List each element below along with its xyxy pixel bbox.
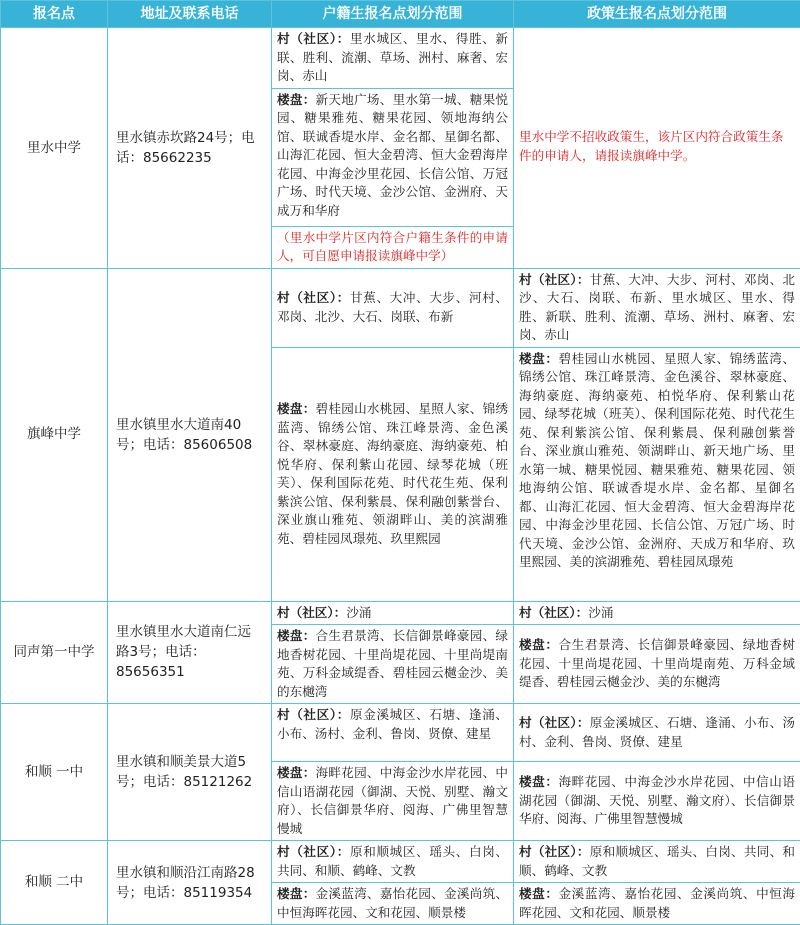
village-list: 原金溪城区、石塘、逢涌、小布、汤村、金利、鲁岗、贤僚、建星 — [277, 707, 508, 741]
table-row — [1, 268, 800, 347]
school-address: 里水镇和顺沿江南路28号；电话：85119354 — [108, 841, 272, 925]
village-list: 甘蕉、大冲、大步、河村、邓岗、北沙、大石、岗联、布新、里水城区、里水、得胜、新联、胜利、流潮、草场、洲村、麻奢、宏岗、赤山 — [519, 272, 795, 343]
estate-label: 楼盘： — [277, 92, 316, 107]
huji-note: （里水中学片区内符合户籍生条件的申请人，可自愿申请报读旗峰中学） — [277, 230, 508, 264]
school-name: 和顺 一中 — [1, 704, 108, 841]
estate-list: 海畔花园、中海金沙水岸花园、中信山语湖花园（御湖、天悦、别墅、瀚文府）、长信御景华府、阅海、广佛里智慧慢城 — [277, 765, 508, 836]
huji-estate-cell — [272, 625, 514, 704]
huji-village-cell — [272, 704, 514, 762]
huji-estate-cell — [272, 88, 514, 226]
header-policy-range: 政策生报名点划分范围 — [514, 1, 800, 28]
huji-village-cell — [272, 841, 514, 883]
estate-label: 楼盘： — [277, 765, 316, 780]
village-label: 村（社区）： — [519, 272, 590, 287]
policy-estate-cell — [514, 883, 800, 925]
huji-estate-cell — [272, 347, 514, 601]
village-label: 村（社区）： — [277, 31, 350, 46]
school-address: 里水镇和顺美景大道5号；电话：85121262 — [108, 704, 272, 841]
policy-estate-cell — [514, 762, 800, 841]
huji-village-cell — [272, 28, 514, 89]
estate-list: 金溪蓝湾、嘉怡花园、金溪尚筑、中恒海晖花园、文和花园、顺景楼 — [277, 886, 508, 920]
village-list: 原和顺城区、瑶头、白岗、共同、和顺、鹤峰、文教 — [277, 844, 508, 878]
estate-list: 碧桂园山水桃园、星照人家、锦绣蓝湾、锦绣公馆、珠江峰景湾、金色溪谷、翠林豪庭、海纳豪庭、海纳豪苑、柏悦华府、保利紫山花园、绿琴花城（班芙）、保利国际花苑、时代花生苑、保利紫滨公馆、保利紫晨、保利融创紫誉台、深业旗山雅苑、领湖畔山、美的滨湖雅苑、碧桂园凤璟苑、玖里熙园 — [277, 401, 508, 546]
estate-label: 楼盘： — [277, 886, 316, 901]
school-name: 里水中学 — [1, 28, 108, 269]
school-name: 旗峰中学 — [1, 268, 108, 601]
table-row — [1, 704, 800, 762]
estate-label: 楼盘： — [277, 628, 316, 643]
village-label: 村（社区）： — [519, 715, 590, 730]
village-label: 村（社区）： — [277, 844, 350, 859]
header-row — [1, 1, 800, 28]
estate-list: 合生君景湾、长信御景峰豪园、绿地香树花园、十里尚堤花园、十里尚堤南苑、万科金域缇香、碧桂园云樾金沙、美的东樾湾 — [277, 628, 508, 699]
village-label: 村（社区）： — [277, 290, 350, 305]
estate-label: 楼盘： — [519, 886, 559, 901]
policy-village-cell — [514, 268, 800, 347]
policy-village-cell — [514, 704, 800, 762]
table-row — [1, 841, 800, 883]
huji-estate-cell — [272, 762, 514, 841]
village-list: 沙涌 — [346, 605, 371, 620]
policy-village-cell — [514, 841, 800, 883]
school-address: 里水镇赤坎路24号；电话：85662235 — [108, 28, 272, 269]
header-address: 地址及联系电话 — [108, 1, 272, 28]
huji-village-cell — [272, 601, 514, 625]
school-address: 里水镇里水大道南40号；电话：85606508 — [108, 268, 272, 601]
estate-list: 海畔花园、中海金沙水岸花园、中信山语湖花园（御湖、天悦、别墅、瀚文府）、长信御景华府、阅海、广佛里智慧慢城 — [519, 774, 795, 826]
estate-label: 楼盘： — [519, 637, 559, 652]
village-list: 原和顺城区、瑶头、白岗、共同、和顺、鹤峰、文教 — [519, 844, 795, 878]
school-address: 里水镇里水大道南仁远路3号；电话：85656351 — [108, 601, 272, 704]
village-list: 原金溪城区、石塘、逢涌、小布、汤村、金利、鲁岗、贤僚、建星 — [519, 715, 795, 749]
village-list: 甘蕉、大冲、大步、河村、邓岗、北沙、大石、岗联、布新 — [277, 290, 508, 324]
estate-list: 金溪蓝湾、嘉怡花园、金溪尚筑、中恒海晖花园、文和花园、顺景楼 — [519, 886, 795, 920]
huji-estate-cell — [272, 883, 514, 925]
estate-label: 楼盘： — [519, 351, 559, 366]
school-name: 和顺 二中 — [1, 841, 108, 925]
policy-estate-cell — [514, 625, 800, 704]
estate-list: 新天地广场、里水第一城、糖果悦园、糖果雅苑、糖果花园、领地海纳公馆、联诚香堤水岸、金名都、星御名都、山海汇花园、恒大金碧湾、恒大金碧海岸花园、中海金沙里花园、长信公馆、万冠广场、时代天境、金沙公馆、金洲府、天成万和华府 — [277, 92, 508, 218]
huji-note-cell — [272, 226, 514, 268]
header-school: 报名点 — [1, 1, 108, 28]
village-label: 村（社区）： — [519, 844, 590, 859]
header-huji-range: 户籍生报名点划分范围 — [272, 1, 514, 28]
table-row — [1, 601, 800, 625]
estate-label: 楼盘： — [277, 401, 316, 416]
table-row — [1, 28, 800, 89]
village-list: 沙涌 — [588, 605, 613, 620]
policy-note-cell — [514, 28, 800, 269]
estate-label: 楼盘： — [519, 774, 559, 789]
policy-estate-cell — [514, 347, 800, 601]
village-label: 村（社区）： — [519, 605, 588, 620]
village-label: 村（社区）： — [277, 605, 346, 620]
school-name: 同声第一中学 — [1, 601, 108, 704]
policy-note: 里水中学不招收政策生，该片区内符合政策生条件的申请人，请报读旗峰中学。 — [519, 129, 783, 163]
estate-list: 合生君景湾、长信御景峰豪园、绿地香树花园、十里尚堤花园、十里尚堤南苑、万科金域缇香、碧桂园云樾金沙、美的东樾湾 — [519, 637, 795, 689]
village-list: 里水城区、里水、得胜、新联、胜利、流潮、草场、洲村、麻奢、宏岗、赤山 — [277, 31, 508, 83]
policy-village-cell — [514, 601, 800, 625]
estate-list: 碧桂园山水桃园、星照人家、锦绣蓝湾、锦绣公馆、珠江峰景湾、金色溪谷、翠林豪庭、海纳豪庭、海纳豪苑、柏悦华府、保利紫山花园、绿琴花城（班芙）、保利国际花苑、时代花生苑、保利紫滨公馆、保利紫晨、保利融创紫誉台、深业旗山雅苑、领湖畔山、新天地广场、里水第一城、糖果悦园、糖果雅苑、糖果花园、领地海纳公馆、联诚香堤水岸、金名都、星御名都、山海汇花园、恒大金碧湾、恒大金碧海岸花园、中海金沙里花园、长信公馆、万冠广场、时代天境、金沙公馆、金洲府、天成万和华府、玖里熙园、美的滨湖雅苑、碧桂园凤璟苑 — [519, 351, 795, 570]
village-label: 村（社区）： — [277, 707, 350, 722]
huji-village-cell — [272, 268, 514, 347]
